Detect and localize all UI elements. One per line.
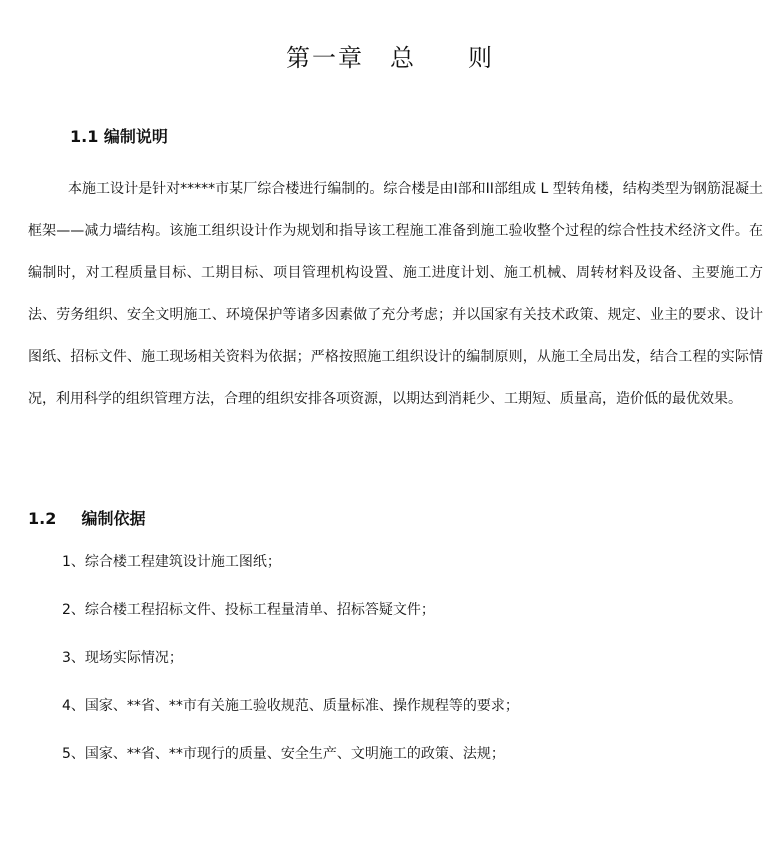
list-item: 5、国家、**省、**市现行的质量、安全生产、文明施工的政策、法规；	[62, 746, 505, 762]
list-item: 2、综合楼工程招标文件、投标工程量清单、招标答疑文件；	[62, 602, 435, 618]
list-item: 4、国家、**省、**市有关施工验收规范、质量标准、操作规程等的要求；	[62, 698, 519, 714]
section-heading-1-2	[28, 506, 146, 529]
section-body-paragraph: 本施工设计是针对*****市某厂综合楼进行编制的。综合楼是由I部和II部组成 L 型转角楼，结构类型为钢筋混凝土框架——减力墙结构。该施工组织设计作为规划和指导该工程施工准备到施工验收整个过程的综合性技术经济文件。在编制时，对工程质量目标、工期目标、项目管理机构设置、施工进度计划、施工机械、周转材料及设备、主要施工方法、劳务组织、安全文明施工、环境保护等诸多因素做了充分考虑；并以国家有关技术政策、规定、业主的要求、设计图纸、招标文件、施工现场相关资料为依据；严格按照施工组织设计的编制原则，从施工全局出发，结合工程的实际情况，利用科学的组织管理方法，合理的组织安排各项资源，以期达到消耗少、工期短、质量高，造价低的最优效果。	[28, 181, 763, 407]
section-number: 1.2	[28, 509, 57, 528]
section-title: 编制依据	[81, 509, 146, 528]
basis-list	[62, 550, 519, 790]
section-title: 编制说明	[103, 127, 168, 146]
section-number: 1.1	[70, 127, 99, 146]
chapter-title-word-2: 则	[468, 44, 494, 72]
list-item: 3、现场实际情况；	[62, 650, 183, 666]
chapter-title-number: 第一章	[286, 44, 364, 72]
list-item: 1、综合楼工程建筑设计施工图纸；	[62, 554, 281, 570]
chapter-title	[0, 38, 780, 73]
section-heading-1-1	[70, 124, 168, 147]
chapter-title-word-1: 总	[390, 44, 416, 72]
